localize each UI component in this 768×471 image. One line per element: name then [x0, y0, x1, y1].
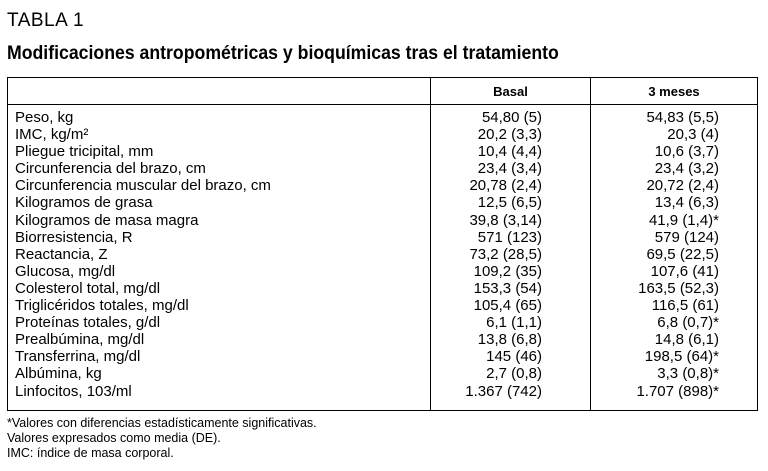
row-label: Prealbúmina, mg/dl [15, 331, 145, 349]
column-header-3-meses: 3 meses [648, 84, 700, 99]
row-label: Colesterol total, mg/dl [15, 279, 161, 297]
basal-value: 13,8 (6,8) [477, 331, 542, 349]
row-label: Circunferencia del brazo, cm [15, 160, 206, 178]
three-months-value: 13,4 (6,3) [654, 194, 719, 212]
row-label: Proteínas totales, g/dl [15, 314, 161, 332]
table-row [8, 383, 757, 400]
three-months-value: 14,8 (6,1) [654, 331, 719, 349]
table-header [8, 78, 757, 105]
column-header-basal: Basal [493, 84, 528, 99]
row-label: Biorresistencia, R [15, 228, 133, 246]
three-months-value: 198,5 (64)* [644, 348, 719, 366]
footnote: *Valores con diferencias estadísticamente significativas. [7, 416, 317, 430]
basal-value: 145 (46) [486, 348, 542, 366]
row-label: Reactancia, Z [15, 245, 108, 263]
row-label: Linfocitos, 103/ml [15, 382, 132, 400]
basal-value: 153,3 (54) [473, 279, 542, 297]
basal-value: 10,4 (4,4) [477, 143, 542, 161]
table-footnotes [7, 416, 317, 461]
table-body [8, 109, 757, 400]
table-row [8, 229, 757, 246]
row-label: Kilogramos de grasa [15, 194, 153, 212]
basal-value: 12,5 (6,5) [477, 194, 542, 212]
row-label: Glucosa, mg/dl [15, 262, 116, 280]
three-months-value: 579 (124) [654, 228, 719, 246]
table-row [8, 109, 757, 126]
table-row [8, 365, 757, 382]
data-table [7, 77, 758, 411]
row-label: Circunferencia muscular del brazo, cm [15, 177, 271, 195]
basal-value: 571 (123) [477, 228, 542, 246]
table-row [8, 297, 757, 314]
three-months-value: 1.707 (898)* [636, 382, 719, 400]
table-row [8, 348, 757, 365]
table-row [8, 314, 757, 331]
row-label: Albúmina, kg [15, 365, 102, 383]
row-label: Kilogramos de masa magra [15, 211, 199, 229]
three-months-value: 41,9 (1,4)* [648, 211, 719, 229]
basal-value: 23,4 (3,4) [477, 160, 542, 178]
basal-value: 6,1 (1,1) [486, 314, 542, 332]
table-row [8, 126, 757, 143]
three-months-value: 3,3 (0,8)* [657, 365, 719, 383]
table-row [8, 246, 757, 263]
three-months-value: 23,4 (3,2) [654, 160, 719, 178]
table-row [8, 160, 757, 177]
table-label: TABLA 1 [7, 10, 85, 31]
basal-value: 1.367 (742) [465, 382, 542, 400]
footnote: Valores expresados como media (DE). [7, 431, 221, 445]
three-months-value: 10,6 (3,7) [654, 143, 719, 161]
table-row [8, 194, 757, 211]
table-row [8, 143, 757, 160]
row-label: Transferrina, mg/dl [15, 348, 141, 366]
three-months-value: 20,3 (4) [667, 126, 719, 144]
row-label: IMC, kg/m² [15, 126, 89, 144]
row-label: Peso, kg [15, 109, 74, 126]
basal-value: 54,80 (5) [481, 109, 542, 126]
table-title: Modificaciones antropométricas y bioquímicas tras el tratamiento [7, 43, 559, 64]
three-months-value: 6,8 (0,7)* [657, 314, 719, 332]
basal-value: 20,2 (3,3) [477, 126, 542, 144]
three-months-value: 107,6 (41) [650, 262, 719, 280]
three-months-value: 54,83 (5,5) [646, 109, 719, 126]
table-row [8, 212, 757, 229]
footnote: IMC: índice de masa corporal. [7, 446, 174, 460]
basal-value: 109,2 (35) [473, 262, 542, 280]
table-row [8, 331, 757, 348]
basal-value: 2,7 (0,8) [486, 365, 542, 383]
table-row [8, 280, 757, 297]
three-months-value: 20,72 (2,4) [646, 177, 719, 195]
three-months-value: 116,5 (61) [651, 297, 719, 315]
basal-value: 73,2 (28,5) [469, 245, 542, 263]
basal-value: 39,8 (3,14) [469, 211, 542, 229]
three-months-value: 69,5 (22,5) [646, 245, 719, 263]
row-label: Pliegue tricipital, mm [15, 143, 154, 161]
basal-value: 20,78 (2,4) [469, 177, 542, 195]
basal-value: 105,4 (65) [473, 297, 542, 315]
row-label: Triglicéridos totales, mg/dl [15, 297, 189, 315]
three-months-value: 163,5 (52,3) [638, 279, 719, 297]
table-row [8, 263, 757, 280]
table-row [8, 177, 757, 194]
